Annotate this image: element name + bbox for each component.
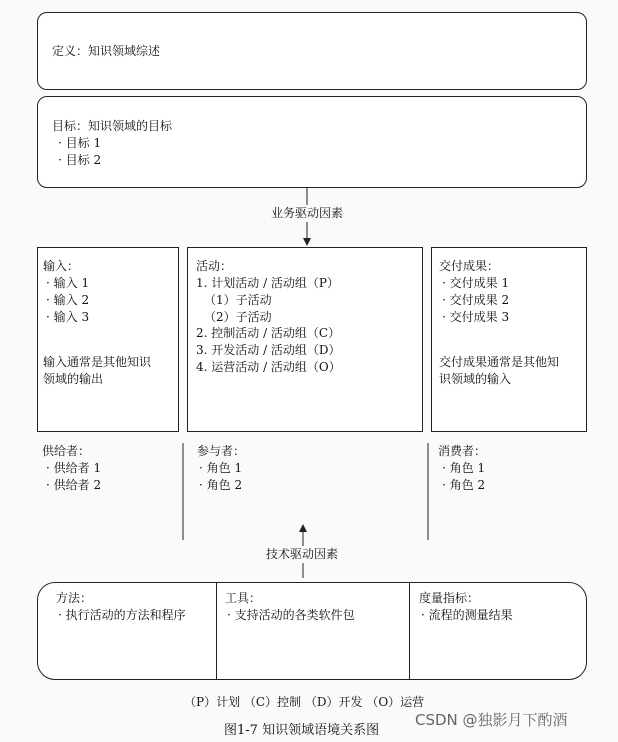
- inputs-box: [37, 247, 179, 432]
- tools-item: · 支持活动的各类软件包: [227, 608, 355, 622]
- metrics-title: 度量指标：: [419, 591, 480, 605]
- goal-item-1: · 目标 1: [58, 136, 102, 150]
- consumers-title: 消费者：: [438, 444, 487, 458]
- metrics-item: · 流程的测量结果: [421, 608, 513, 622]
- definition-text: 定义：知识领域综述: [52, 44, 161, 58]
- activity-line-1: 1. 计划活动 / 活动组（P）: [196, 276, 340, 290]
- methods-title: 方法：: [56, 591, 93, 605]
- inputs-note-line1: 输入通常是其他知识: [43, 355, 152, 369]
- consumer-item-1: · 角色 1: [442, 461, 486, 475]
- deliverable-item-2: · 交付成果 2: [442, 293, 510, 307]
- deliverables-note-line2: 识领域的输入: [439, 372, 512, 386]
- figure-caption: 图1-7 知识领域语境关系图: [224, 723, 380, 738]
- activity-line-5: 3. 开发活动 / 活动组（D）: [196, 343, 341, 357]
- deliverables-box: [431, 247, 587, 432]
- enablers-divider-1: [216, 583, 217, 679]
- participant-item-1: · 角色 1: [199, 461, 243, 475]
- participants-title: 参与者：: [197, 444, 246, 458]
- activities-title: 活动：: [196, 259, 233, 273]
- inputs-title: 输入：: [43, 259, 80, 273]
- definition-box: [37, 12, 587, 90]
- activity-line-2: （1）子活动: [204, 293, 272, 307]
- activity-line-6: 4. 运营活动 / 活动组（O）: [196, 360, 341, 374]
- goals-box: [37, 96, 587, 188]
- deliverables-title: 交付成果：: [439, 259, 500, 273]
- deliverable-item-1: · 交付成果 1: [442, 276, 510, 290]
- tech-drivers-label: 技术驱动因素: [262, 546, 342, 563]
- goal-item-2: · 目标 2: [58, 153, 102, 167]
- tools-title: 工具：: [225, 591, 262, 605]
- suppliers-title: 供给者：: [42, 444, 91, 458]
- consumer-item-2: · 角色 2: [442, 478, 486, 492]
- methods-item: · 执行活动的方法和程序: [58, 608, 186, 622]
- participant-item-2: · 角色 2: [199, 478, 243, 492]
- enablers-box: [37, 582, 587, 680]
- watermark: CSDN @独影月下酌酒: [415, 711, 568, 729]
- legend: （P）计划 （C）控制 （D）开发 （O）运营: [184, 695, 425, 709]
- supplier-item-1: · 供给者 1: [46, 461, 102, 475]
- enablers-divider-2: [409, 583, 410, 679]
- input-item-2: · 输入 2: [46, 293, 90, 307]
- deliverable-item-3: · 交付成果 3: [442, 310, 510, 324]
- input-item-1: · 输入 1: [46, 276, 90, 290]
- activity-line-3: （2）子活动: [204, 310, 272, 324]
- input-item-3: · 输入 3: [46, 310, 90, 324]
- activities-box: [187, 247, 423, 432]
- business-drivers-label: 业务驱动因素: [267, 205, 347, 222]
- inputs-note-line2: 领域的输出: [43, 372, 104, 386]
- supplier-item-2: · 供给者 2: [46, 478, 102, 492]
- activity-line-4: 2. 控制活动 / 活动组（C）: [196, 326, 341, 340]
- goals-title: 目标：知识领域的目标: [52, 119, 173, 133]
- deliverables-note-line1: 交付成果通常是其他知: [439, 355, 560, 369]
